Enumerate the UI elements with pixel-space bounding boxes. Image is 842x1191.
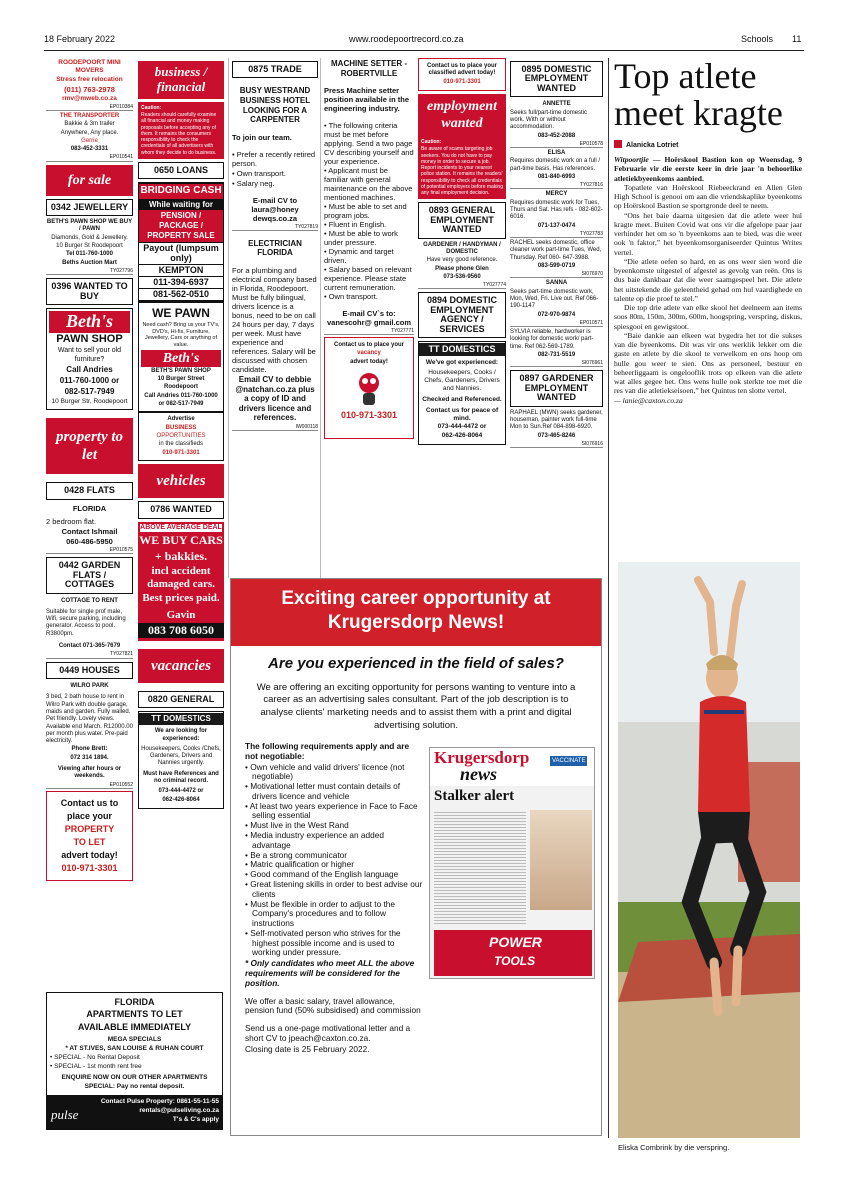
ad-ref: TY027771	[324, 328, 414, 335]
paper-headline: Stalker alert	[434, 788, 515, 804]
ad-ref: EP010571	[510, 320, 603, 327]
florida-apartments-ad	[46, 992, 223, 1130]
author-email[interactable]: — lanie@caxton.co.za	[614, 395, 683, 405]
ad-phone: 083 708 6050	[138, 623, 224, 638]
ad-text: Viewing after hours or weekends.	[57, 766, 122, 780]
article-photo	[618, 562, 800, 1138]
wanted-to-buy-heading: 0396 WANTED TO BUY	[46, 278, 133, 305]
column-divider	[608, 58, 609, 1138]
ad-title: WILRO PARK	[70, 682, 109, 689]
ad-title: Krugersdorp News!	[327, 611, 505, 633]
requirement-item: • Media industry experience an added advantage	[245, 830, 384, 850]
column-divider	[320, 58, 321, 578]
ad-text: ENQUIRE NOW ON OUR OTHER APARTMENTS	[61, 1074, 208, 1082]
ad-text: Seeks full/part-time domestic work. With or without accommodation.	[510, 109, 588, 131]
ad-phone: (011) 763-2978	[64, 84, 115, 94]
transporter-ad	[46, 113, 133, 154]
ad-text: Requires domestic work for Tues, Thurs and Sat. Has refs - 082-602-6016.	[510, 199, 603, 221]
ad-title: ELISA	[547, 149, 566, 156]
requirements-title: The following requirements apply and are not negotiable:	[245, 741, 410, 761]
gardener-employment-heading: 0897 GARDENER EMPLOYMENT WANTED	[510, 370, 603, 406]
ad-title: MERCY	[545, 191, 568, 198]
ad-title: ELECTRICIAN FLORIDA	[248, 238, 302, 258]
ad-title: ANNETTE	[542, 101, 571, 108]
ad-title: BRIDGING CASH	[139, 184, 223, 198]
wilro-ad	[46, 683, 133, 781]
property-banner: property to let	[46, 418, 133, 475]
ad-text: Contact us to	[60, 797, 119, 808]
ad-title: APARTMENTS TO LET	[86, 1009, 183, 1020]
tt-domestics-ad	[138, 711, 224, 809]
ad-title: Press Machine setter position available in the engineering industry.	[324, 86, 410, 114]
requirement-item: • Great listening skills in order to best advise our clients	[245, 878, 423, 899]
ad-text: Seeks part-time domestic work, Mon, Wed, Fri. Live out. Ref 066-190-1147	[510, 288, 599, 310]
long-jump-athlete-image	[618, 562, 800, 1138]
ad-text: in the classifieds	[158, 441, 204, 448]
vehicles-banner: vehicles	[138, 464, 224, 498]
ad-text: Have very good reference.	[426, 257, 498, 264]
issue-date: 18 February 2022	[44, 34, 116, 44]
classifieds-column-1	[46, 58, 133, 1138]
ad-text: Bakkie & 3m trailer	[64, 121, 115, 128]
article-paragraph: “Baie dankie aan elkeen wat bygedra het tot die sukses van die byeenkoms. Dit was vir ons werklik lekker om die gaste en atlete by die skool te verwelkom en ons hoop om hulle gou weer te sien. Ons as personeel, bestuur en beheerliggaam is ongelooflik trots op elkeen van die atlete wat alles gegee het. Ons wens hulle ook sterkte toe met die res van die atletiekseisoen,” het Quintus ten slotte vertel.	[614, 330, 802, 396]
ad-title: MACHINE SETTER - ROBERTVILLE	[331, 59, 407, 78]
ad-ref: EP010384	[46, 104, 133, 111]
domestic-employment-heading: 0895 DOMESTIC EMPLOYMENT WANTED	[510, 61, 603, 97]
ad-text: Need cash? Bring us your TV's, DVD's, Hi-fis, Furniture, Jewellery, Cars or anything of value.	[142, 321, 220, 349]
paper-masthead: Krugersdorp	[434, 748, 530, 767]
tt-domestics-ad	[418, 341, 506, 445]
ad-text: ABOVE AVERAGE DEAL	[140, 523, 222, 531]
ad-text: BETH'S PAWN SHOP	[151, 367, 211, 374]
for-sale-banner: for sale	[46, 165, 133, 196]
newspaper-image	[429, 747, 595, 979]
article-paragraph: “Die atlete oefen so hard, en as ons weer sien word die byeenkomste uitgestel of afgestel as gevolg van reën. Ons is dus baie dankbaar dat die weer saamgespeel het. Die atlete het uitstekende die geleentheid gehad om hul vaardighede en talente op die proef te stel.”	[614, 256, 802, 303]
ad-ref: EP010552	[46, 782, 133, 789]
ad-ref: TY027821	[46, 651, 133, 658]
ad-title: WE BUY CARS	[139, 533, 223, 548]
author-name: Alanicka Lotriet	[626, 142, 679, 150]
ad-text: T's & C's apply	[172, 1115, 219, 1123]
ad-phone: 083-599-0719	[537, 262, 576, 269]
krugersdorp-news-ad	[230, 578, 602, 1136]
ad-text: 2 bedroom flat.	[46, 516, 97, 526]
ad-ref: SI076961	[510, 360, 603, 367]
ad-phone: 082-731-5519	[537, 351, 576, 358]
property-contact-ad[interactable]	[46, 791, 133, 881]
ad-ref: EP010541	[46, 154, 133, 161]
classifieds-column-2	[138, 58, 224, 1138]
ad-title: THE TRANSPORTER	[59, 112, 120, 119]
caution-title: Caution:	[421, 139, 442, 146]
article-paragraph: Topatlete van Hoërskool Riebeeckrand en Allen Glen High School is genooi om aan die vriendskaplike byeenkoms op Hoërskool Bastion se sportgronde deel te neem.	[614, 182, 802, 211]
ad-text: * Only candidates who meet ALL the above requirements will be considered for the position.	[245, 958, 415, 988]
ad-text: 10 Burger St Roodepoort	[56, 243, 123, 250]
ad-email[interactable]: rentals@pulseliving.co.za	[139, 1106, 219, 1114]
mascot-icon	[352, 369, 386, 407]
classifieds-column-5	[418, 58, 506, 580]
requirement-item: • Must be flexible in order to adjust to the Company's procedures and to follow instructions	[245, 898, 396, 929]
ad-text: Beths Auction Mart	[62, 259, 117, 266]
ad-phone: or 082-517-7949	[158, 401, 204, 408]
vacancies-banner: vacancies	[138, 649, 224, 683]
requirement-item: • Be a strong communicator	[245, 849, 348, 860]
rmm-ad	[46, 59, 133, 103]
requirement-item: • Matric qualification or higher	[245, 859, 354, 870]
requirement-item: • Good command of the English language	[245, 869, 399, 880]
ad-title: AVAILABLE IMMEDIATELY	[77, 1021, 192, 1032]
ad-text: Checked and Referenced.	[422, 395, 502, 403]
requirement-item: • At least two years experience in Face to Face selling essential	[245, 800, 418, 821]
classifieds-column-6	[510, 58, 603, 580]
ad-ref: EP010578	[510, 141, 603, 148]
ad-text: Closing date is 25 February 2022.	[245, 1043, 370, 1054]
ad-title: Exciting career opportunity at	[281, 588, 551, 609]
ad-phone[interactable]: 010-971-3301	[162, 449, 200, 456]
ad-contact: Phone Brett:	[71, 746, 108, 753]
article-byline	[614, 140, 802, 149]
ad-text: Contact us to place your classified advert today!	[426, 63, 497, 77]
classifieds-column-4	[324, 58, 414, 580]
ad-text: We offer a basic salary, travel allowance, pension fund (50% subsidised) and commission	[245, 995, 421, 1016]
ad-text: Best prices paid.	[142, 592, 220, 605]
ad-phone: 083-452-2088	[537, 132, 576, 139]
ad-text: • SPECIAL - 1st month rent free	[50, 1063, 142, 1071]
bridging-cash-ad	[138, 182, 224, 302]
ad-ref: TY027796	[46, 268, 133, 275]
ad-title: BETH'S PAWN SHOP WE BUY / PAWN	[46, 219, 133, 233]
ad-text: Anywhere, Any place.	[60, 129, 119, 136]
ad-text: Contact us to place your	[333, 342, 404, 349]
ad-text: • Own transport.	[232, 168, 286, 178]
caution-title: Caution:	[141, 104, 162, 111]
general-heading: 0820 GENERAL	[138, 691, 224, 708]
ad-title: GARDENER / HANDYMAN / DOMESTIC	[423, 241, 501, 255]
ad-text: • The following criteria must be met before applying. Send a two page CV describing yourself and your experience. • Applicant must be familiar with general maintenance on the above mentioned machines. • Must be able to set and program jobs. • Fluent in English. • Must be able to work under pressure. • Dynamic and target driven. • Salary based on relevant experience. Please state current remuneration. • Own transport.	[324, 121, 414, 302]
pawn-shop-ad	[46, 308, 133, 410]
ad-phone: Contact 071-365-7679	[58, 643, 121, 650]
ad-ref: TY027774	[418, 282, 506, 289]
ad-phone: 073-444-4472 or	[158, 788, 204, 795]
beths-ad	[46, 219, 133, 267]
ad-phone: 060-486-5950	[66, 536, 113, 546]
ad-text: • Salary neg.	[232, 178, 275, 188]
ad-text: KEMPTON	[139, 265, 223, 276]
ad-title: PAWN SHOP	[56, 332, 123, 345]
classified-contact-ad[interactable]	[418, 58, 506, 91]
ad-contact: Gerrie	[81, 137, 98, 144]
ad-contact: Please phone Glen	[435, 265, 489, 272]
trade-heading: 0875 TRADE	[232, 61, 318, 78]
article-paragraph: Die top drie atlete van elke skool het deelneem aan items soos 80m, 150m, 300m, 600m, hoogspring, verspring, diskus, spiesgooi en gewigstoot.	[614, 303, 802, 331]
ad-text: RACHEL seeks domestic, office cleaner work part-time Tues, Wed, Thursday. Ref 060- 647-3988.	[510, 239, 602, 261]
ad-text: To join our team.	[232, 132, 292, 142]
article-paragraph: “Ons het baie daarna uitgesien dat die atlete weer hul kragte meet. Buiten Covid wat ons vir die afgelope paar jaar verhinder het om so 'n byeenkoms aan te bied, was die weer ook 'n faktor,” het byeenkomsorganiseerder Quintus Writes vertel.	[614, 210, 802, 257]
ad-title: SANNA	[545, 280, 568, 287]
ad-text: Stress free relocation	[56, 75, 123, 83]
page-number: 11	[792, 34, 802, 44]
article-body	[614, 155, 802, 405]
ad-title: WE PAWN	[152, 306, 210, 321]
business-financial-banner: business / financial	[138, 61, 224, 99]
ad-text: For a plumbing and electrical company based in Florida, Roodepoort. Must be fully bilingual, drivers licence is a bonus, need to be on call 24 hours per day, 7 days per week. Must have experience and references. Salary will be discussed with chosen candidate.	[232, 266, 317, 374]
ad-subtitle: Are you experienced in the field of sales?	[268, 654, 564, 672]
caution-text: Be aware of scams targeting job seekers. You do not have to pay money in order to secure a job. Report incidents to your nearest police station. It remains the readers' responsibility to check all credentials of potential employers before making any final employment decision.	[421, 146, 503, 197]
paper-photo	[530, 810, 592, 910]
ad-title: ROODEPOORT MINI MOVERS	[58, 59, 121, 74]
garden-flats-heading: 0442 GARDEN FLATS / COTTAGES	[46, 557, 133, 593]
ad-text: SPECIAL: Pay no rental deposit.	[84, 1083, 185, 1091]
ad-title: COTTAGE TO RENT	[61, 597, 118, 604]
ad-phone: 072 314 1894.	[70, 754, 109, 761]
article-lead: — Hoërskool Bastion kon op Woensdag, 9 Februarie vir die eerste keer in drie jaar 'n behoorlike atletiekbyeenkoms aanbied.	[614, 155, 802, 183]
beths-logo: Beth's	[49, 311, 130, 333]
requirement-item: • Own vehicle and valid drivers' licence (not negotiable)	[245, 761, 405, 782]
ad-text: RAPHAEL (MWN) seeks gardener, houseman, painter work full-time Mon to Sun.Ref 084-898-6920.	[510, 409, 603, 431]
classifieds-column-3	[232, 58, 318, 430]
ad-ref: TY027819	[232, 224, 318, 231]
ad-text: place your	[66, 810, 113, 821]
ad-text: Housekeepers, Cooks / Chefs, Gardeners, Drivers and Nannies.	[424, 368, 500, 392]
column-divider	[228, 58, 229, 578]
employment-wanted-banner: employment wanted	[418, 94, 506, 136]
ad-text: Roodepoort	[164, 384, 198, 391]
vacancy-contact-ad[interactable]	[324, 337, 414, 439]
ad-phone: 071-137-0474	[537, 222, 576, 229]
ad-phone[interactable]: 010-971-3301	[61, 863, 118, 874]
ad-text: Payout (lumpsum only)	[139, 243, 223, 265]
ad-text: OPPORTUNITIES	[156, 433, 206, 440]
wanted-heading: 0786 WANTED	[138, 501, 224, 518]
ad-phone: 082-517-7949	[64, 386, 115, 396]
ad-text: We've got experienced:	[425, 359, 499, 367]
ad-title: TT DOMESTICS	[419, 343, 505, 356]
paper-text-block	[434, 810, 526, 925]
byline-marker	[614, 140, 622, 148]
ad-phone: Contact Pulse Property: 0861-55-11-55	[100, 1097, 219, 1105]
caution-box	[138, 102, 224, 159]
ad-contact: Gavin	[166, 608, 196, 621]
ad-text: While waiting for	[149, 199, 213, 209]
ad-text: SYLVIA reliable, hardworker is looking for domestic work/ part-time. Ref 062-569-1789.	[510, 328, 594, 350]
jewellery-heading: 0342 JEWELLERY	[46, 199, 133, 216]
ad-text: BUSINESS	[165, 424, 197, 431]
ad-phone: Call Andries 011-760-1000	[144, 392, 218, 399]
ad-email[interactable]: E-mail CV`s to: vanescohr@ gmail.com	[326, 309, 411, 328]
ad-ref: EP010575	[46, 547, 133, 554]
ad-text: 3 bed, 2 bath house to rent in Wilro Park with double garage, maids and garden. Fully walled. Pet friendly. Lovely views. Available end March. R12000.00 per month plus water. Pre-paid electricity.	[46, 694, 133, 745]
caution-box	[418, 136, 506, 199]
section-name: Schools	[741, 34, 774, 44]
ad-ref: SI076916	[510, 441, 603, 448]
ad-ref: SI076970	[510, 271, 603, 278]
requirements-block	[245, 741, 423, 1055]
flat-ad	[46, 517, 133, 546]
ad-phone: 072-970-9874	[537, 311, 576, 318]
ad-text: TO LET	[73, 837, 106, 848]
domestic-agency-heading: 0894 DOMESTIC EMPLOYMENT AGENCY / SERVICES	[418, 292, 506, 338]
ad-phone: 073-465-8246	[537, 432, 576, 439]
ad-text: Contact us for peace of mind.	[425, 406, 499, 422]
requirement-item: • Motivational letter must contain details of drivers licence and vehicle	[245, 781, 401, 801]
ad-title-band	[231, 579, 601, 646]
ad-ref: IW000118	[232, 424, 318, 431]
gardener-handyman-ad	[418, 242, 506, 282]
paper-ad-text: POWER	[489, 934, 542, 950]
paper-banner: VACCINATE	[552, 758, 586, 764]
ad-text: vacancy	[357, 350, 381, 357]
ad-phone: 011-760-1000 or	[59, 376, 120, 386]
ad-text: advert today!	[61, 850, 118, 861]
ad-phone: 062-426-8064	[162, 796, 200, 803]
ad-phone: 083-452-3331	[70, 146, 109, 153]
ad-text: We are looking for experienced:	[154, 728, 208, 742]
ad-text: MEGA SPECIALS	[107, 1035, 162, 1043]
ad-phone: 011-394-6937	[139, 277, 223, 288]
ad-phone: 081-840-6993	[537, 173, 576, 180]
ad-phone[interactable]: 010-971-3301	[340, 409, 398, 420]
ad-text: advert today!	[350, 358, 388, 365]
ad-text: incl accident damaged cars.	[147, 564, 215, 590]
ad-ref: TY027783	[510, 231, 603, 238]
flats-heading: 0428 FLATS	[46, 482, 133, 499]
ad-phone: 073-444-4472 or	[437, 423, 487, 431]
ad-title: TT DOMESTICS	[139, 713, 223, 725]
ad-title: FLORIDA	[114, 997, 155, 1007]
requirement-item: • Must live in the West Rand	[245, 820, 349, 831]
ad-text: Advertise	[167, 416, 195, 423]
paper-ad-text: TOOLS	[494, 954, 536, 968]
website-link[interactable]: www.roodepoortrecord.co.za	[349, 34, 464, 44]
ad-text: Diamonds, Gold & Jewellery.	[51, 234, 128, 241]
ad-text: • Prefer a recently retired person.	[232, 149, 316, 168]
ad-text: * AT ST.IVES, SAN LOUISE & RUHAN COURT	[65, 1044, 204, 1052]
caution-text: Readers should carefully examine all financial and money making proposals before accepting any of them. It remains the consumers responsibility to check the credentials of all advertisers with whom they decide to do business.	[141, 112, 217, 156]
ad-phone[interactable]: 010-971-3301	[443, 78, 481, 85]
we-pawn-ad	[138, 302, 224, 412]
ad-text: Housekeepers, Cooks /Chefs, Gardeners, Drivers and Nannies urgently.	[141, 745, 221, 767]
ad-text: 10 Burger Street	[157, 376, 205, 383]
ad-email[interactable]: rmv@mweb.co.za	[62, 94, 117, 102]
paper-ad	[434, 930, 592, 976]
photo-caption: Eliska Combrink by die verspring.	[618, 1143, 730, 1152]
ad-text: Call Andries	[66, 365, 113, 375]
page-header	[44, 34, 804, 48]
ad-text: Suitable for single prof male, Wifi, secure parking, including generator. Access to pool. R3800pm.	[46, 608, 126, 637]
ad-title: BUSY WESTRAND BUSINESS HOTEL LOOKING FOR A CARPENTER	[239, 86, 311, 125]
ad-address: 10 Burger Str, Roodepoort	[51, 397, 128, 405]
cottage-ad	[46, 598, 133, 651]
requirements-list	[245, 763, 423, 959]
loans-heading: 0650 LOANS	[138, 162, 224, 179]
ad-text: PROPERTY	[64, 824, 115, 835]
ad-ref: TY027816	[510, 182, 603, 189]
ad-text: Must have References and no criminal record.	[143, 770, 219, 785]
ad-text: PENSION / PACKAGE / PROPERTY SALE	[139, 210, 223, 241]
ad-text: + bakkies.	[154, 548, 208, 563]
news-article	[614, 58, 802, 405]
ad-phone: 081-562-0510	[139, 289, 223, 300]
ad-text: • SPECIAL - No Rental Deposit	[50, 1054, 140, 1061]
dateline: Witpoortjie	[614, 155, 649, 165]
ad-phone: 073-536-9560	[443, 273, 481, 280]
ad-email[interactable]: Send us a one-page motivational letter and a short CV to jpeach@caxton.co.za.	[245, 1023, 411, 1043]
paper-masthead: news	[460, 764, 498, 784]
ad-intro: We are offering an exciting opportunity for persons wanting to venture into a career as an advertising sales consultant. Part of the job description is to analyse clients' marketing needs and to assist them with a print and digital advertising solution.	[256, 681, 576, 732]
pulse-logo: pulse	[51, 1106, 79, 1122]
article-paragraphs	[614, 183, 802, 396]
ad-text: Want to sell your old furniture?	[57, 347, 122, 363]
ad-email[interactable]: E-mail CV to laura@honey dewqs.co.za	[251, 195, 299, 223]
beths-logo: Beth's	[141, 350, 221, 367]
requirement-item: • Self-motivated person who strives for the highest possible income and is used to working under pressure.	[245, 927, 401, 958]
article-headline: Top atlete meet kragte	[614, 56, 783, 134]
ad-text: Requires domestic work on a full / part-time basis. Has references.	[510, 158, 601, 172]
ad-title: FLORIDA	[72, 503, 107, 513]
advertise-ad[interactable]	[138, 412, 224, 461]
ad-contact: Contact Ishmail	[61, 526, 118, 536]
header-rule	[44, 50, 804, 51]
ad-phone: 062-426-8064	[441, 432, 483, 440]
houses-heading: 0449 HOUSES	[46, 662, 133, 679]
we-buy-cars-ad	[138, 522, 224, 641]
ad-phone: Tel 011-760-1000	[66, 251, 113, 258]
general-employment-heading: 0893 GENERAL EMPLOYMENT WANTED	[418, 202, 506, 238]
ad-email[interactable]: Email CV to debbie @natchan.co.za plus a copy of ID and drivers licence and references.	[235, 375, 315, 423]
